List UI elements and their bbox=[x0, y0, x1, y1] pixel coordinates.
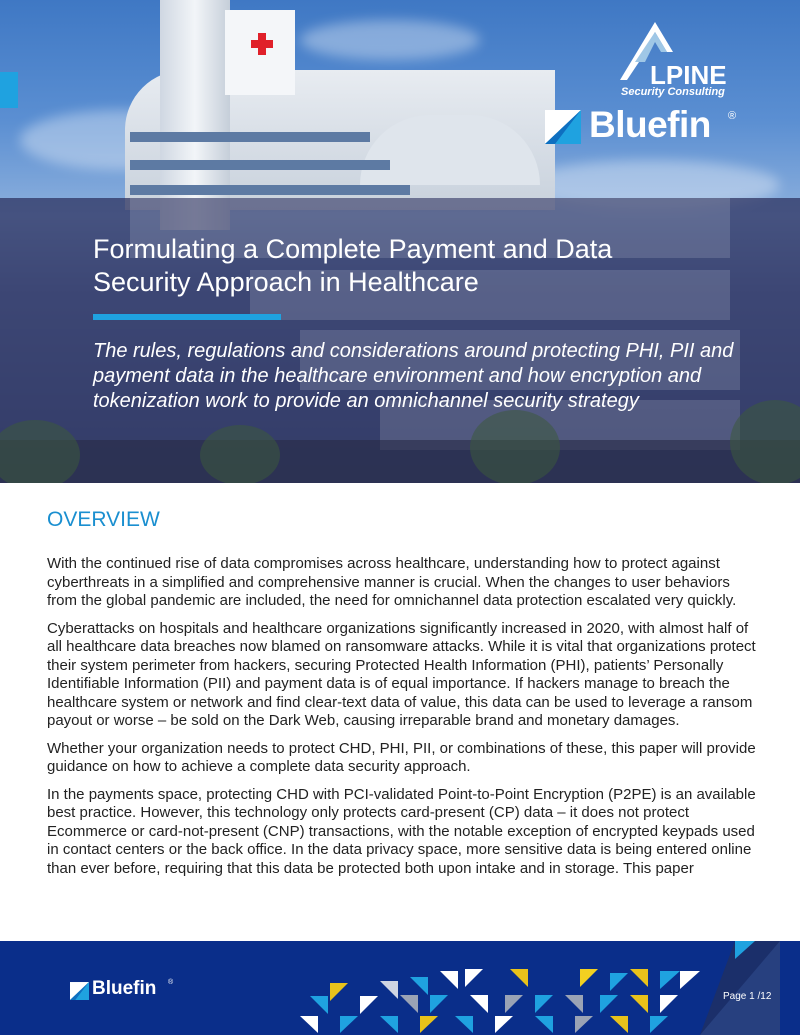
bluefin-logo bbox=[545, 104, 745, 148]
tree bbox=[470, 410, 560, 483]
decorative-triangles bbox=[280, 941, 800, 1035]
hospital-tower bbox=[160, 0, 230, 230]
paragraph: Whether your organization needs to protect CHD, PHI, PII, or combinations of these, this paper will provide guidance on how to achieve a complete data security approach. bbox=[47, 739, 756, 775]
tree bbox=[200, 425, 280, 483]
registered-mark: ® bbox=[168, 979, 174, 986]
window-band bbox=[130, 185, 410, 195]
bluefin-logo-icon bbox=[70, 982, 89, 1000]
footer-logo-word: Bluefin bbox=[92, 978, 157, 999]
footer-bluefin-logo bbox=[70, 978, 180, 1003]
paragraph: With the continued rise of data compromises across healthcare, understanding how to protect against cyberthreats in a simplified and comprehensive manner is crucial. When the changes to user behaviors from the global pandemic are included, the need for omnichannel data protection escalated very quickly. bbox=[47, 555, 737, 609]
page-title: Formulating a Complete Payment and Data Security Approach in Healthcare bbox=[93, 234, 613, 297]
overview-body bbox=[47, 555, 759, 887]
title-underline bbox=[93, 314, 281, 320]
window-band bbox=[130, 160, 390, 170]
paragraph: Cyberattacks on hospitals and healthcare organizations significantly increased in 2020, with almost half of all healthcare data breaches now blamed on ransomware attacks. While it is vital that organizations protect their system perimeter from hackers, securing Protected Health Information (PHI), patients’ Personally Identifiable Information (PII) and payment data is of equal importance. If hackers manage to breach the healthcare system or network and find clear-text data of value, this data can be used to leverage a ransom payout or worse – be sold on the Dark Web, causing irreparable brand and monetary damages. bbox=[47, 619, 756, 729]
bluefin-logo-icon bbox=[545, 110, 581, 144]
left-accent-bar bbox=[0, 72, 18, 108]
alpine-logo-word: LPINE bbox=[650, 60, 727, 90]
red-cross-icon-bar bbox=[251, 40, 273, 48]
alpine-logo-tagline: Security Consulting bbox=[621, 86, 725, 98]
hero-banner bbox=[0, 0, 800, 483]
cloud bbox=[300, 20, 480, 60]
window-band bbox=[130, 132, 370, 142]
ground bbox=[0, 440, 800, 483]
paragraph: In the payments space, protecting CHD with PCI-validated Point-to-Point Encryption (P2PE) is an available best practice. However, this technology only protects card-present (CP) data – it does not protect Ecommerce or card-not-present (CNP) transactions, with the notable exception of encrypted keypads used in contact centers or the back office. In the data privacy space, more sensitive data is being entered online than ever before, requiring that this data be protected both upon intake and in storage. This paper bbox=[47, 785, 756, 877]
overview-heading: OVERVIEW bbox=[47, 508, 160, 531]
page-footer bbox=[0, 941, 800, 1035]
page-number: Page 1 /12 bbox=[723, 991, 772, 1002]
bluefin-logo-word: Bluefin bbox=[589, 104, 711, 145]
page-subtitle: The rules, regulations and considerations around protecting PHI, PII and payment data in the healthcare environment and how encryption and tokenization work to provide an omnichannel security strategy bbox=[93, 340, 734, 412]
registered-mark: ® bbox=[728, 110, 737, 122]
